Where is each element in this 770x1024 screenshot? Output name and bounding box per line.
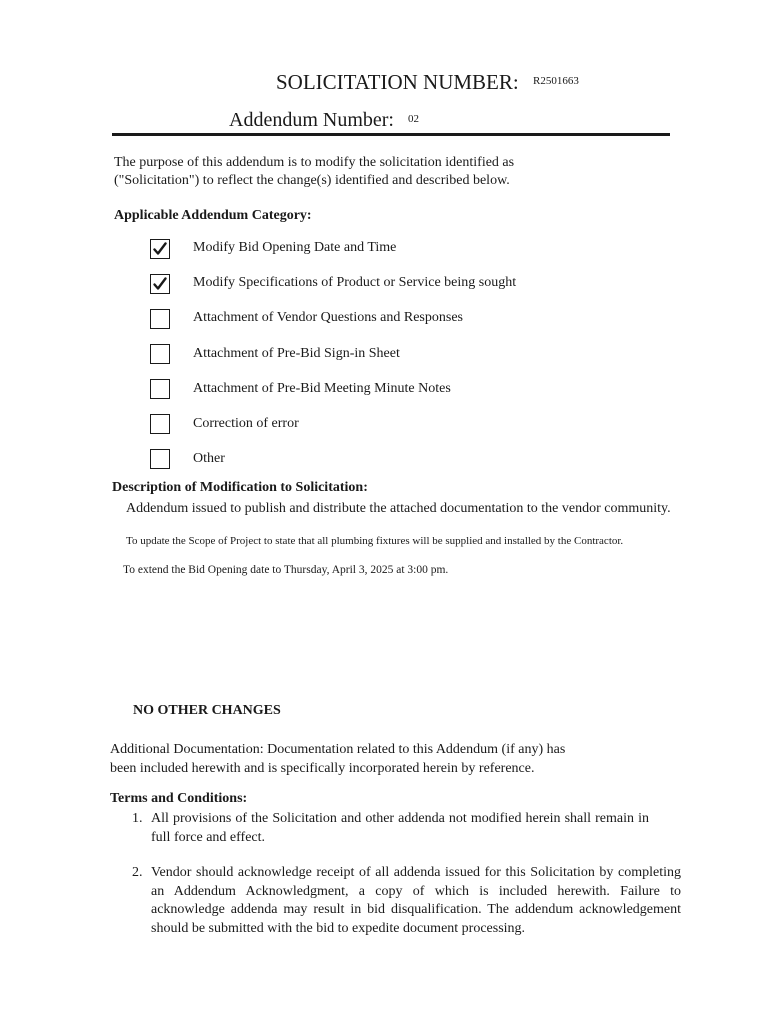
category-checkbox[interactable]	[150, 274, 170, 294]
purpose-line: ("Solicitation") to reflect the change(s) identified and described below.	[114, 173, 510, 188]
category-checkbox[interactable]	[150, 379, 170, 399]
category-label: Attachment of Pre-Bid Sign-in Sheet	[193, 346, 400, 361]
check-mark-icon	[152, 241, 168, 257]
description-line: To extend the Bid Opening date to Thursday, April 3, 2025 at 3:00 pm.	[123, 564, 449, 576]
check-mark-icon	[152, 276, 168, 292]
category-checkbox[interactable]	[150, 449, 170, 469]
term-text: All provisions of the Solicitation and other addenda not modified herein shall remain in full force and effect.	[151, 811, 649, 845]
term-text: Vendor should acknowledge receipt of all addenda issued for this Solicitation by completing an Addendum Acknowledgment, a copy of which is included herewith. Failure to acknowledge addenda may result in bid disqualification. The addendum acknowledgement should be submitted with the bid to expedite document processing.	[151, 865, 681, 936]
category-label: Correction of error	[193, 416, 299, 431]
category-label: Attachment of Pre-Bid Meeting Minute Notes	[193, 381, 451, 396]
header-divider	[112, 133, 670, 136]
additional-documentation-line: Additional Documentation: Documentation related to this Addendum (if any) has	[110, 742, 566, 757]
term-number: 2.	[132, 865, 143, 880]
solicitation-number-label: SOLICITATION NUMBER:	[276, 70, 519, 94]
terms-heading: Terms and Conditions:	[110, 791, 248, 806]
category-checkbox[interactable]	[150, 414, 170, 434]
category-label: Attachment of Vendor Questions and Responses	[193, 310, 463, 325]
category-label: Modify Bid Opening Date and Time	[193, 240, 397, 255]
category-checkbox[interactable]	[150, 309, 170, 329]
purpose-statement	[114, 154, 514, 190]
purpose-line: The purpose of this addendum is to modify the solicitation identified as	[114, 155, 515, 170]
additional-documentation	[110, 740, 565, 778]
category-label: Modify Specifications of Product or Service being sought	[193, 275, 517, 290]
addendum-number-label: Addendum Number:	[229, 109, 394, 131]
additional-documentation-line: been included herewith and is specifically incorporated herein by reference.	[110, 761, 535, 776]
description-line: Addendum issued to publish and distribute the attached documentation to the vendor community.	[126, 501, 671, 516]
category-checkbox[interactable]	[150, 344, 170, 364]
category-checkbox[interactable]	[150, 239, 170, 259]
category-label: Other	[193, 451, 225, 466]
description-line: To update the Scope of Project to state that all plumbing fixtures will be supplied and installed by the Contractor.	[126, 535, 624, 547]
term-number: 1.	[132, 811, 143, 826]
description-heading: Description of Modification to Solicitation:	[112, 480, 368, 495]
addendum-number-value: 02	[408, 113, 419, 125]
category-heading: Applicable Addendum Category:	[114, 208, 312, 223]
no-other-changes-heading: NO OTHER CHANGES	[133, 703, 281, 718]
solicitation-number-value: R2501663	[533, 75, 579, 87]
